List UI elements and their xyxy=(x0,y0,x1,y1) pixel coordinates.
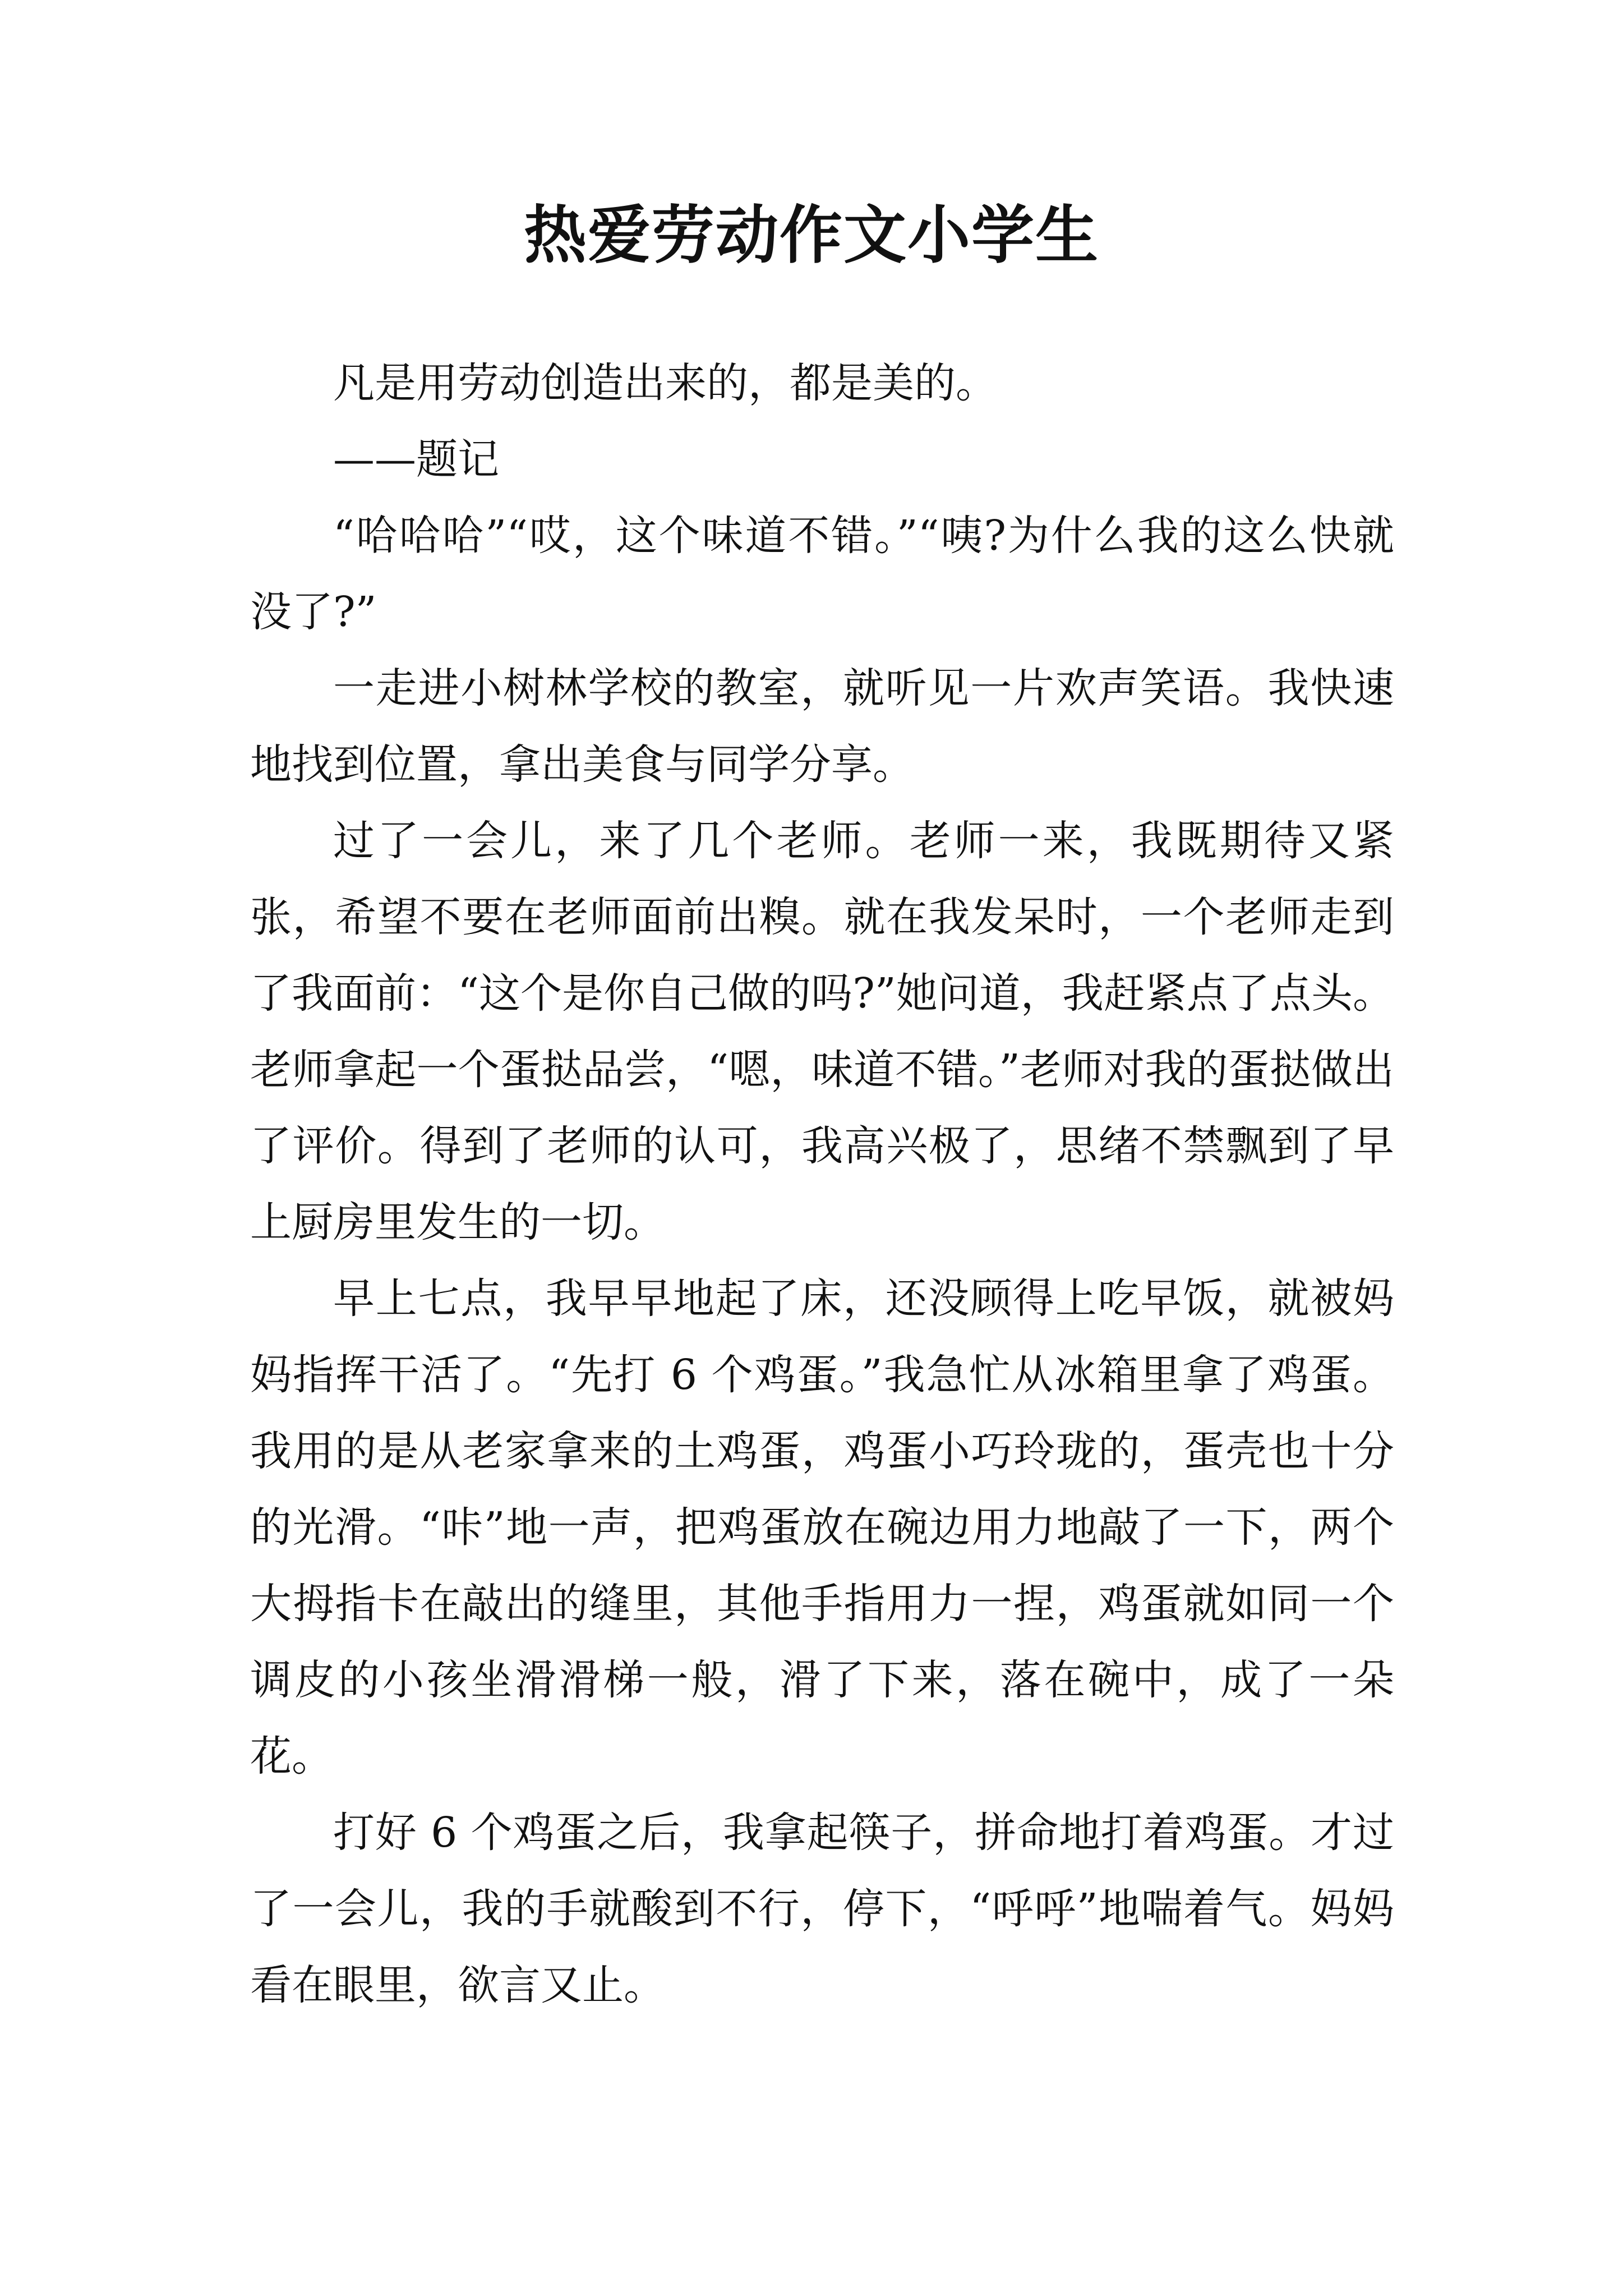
paragraph-dialogue: “哈哈哈”“哎，这个味道不错。”“咦?为什么我的这么快就没了?” xyxy=(250,512,1394,636)
paragraph-beating-eggs: 打好 6 个鸡蛋之后，我拿起筷子，拼命地打着鸡蛋。才过了一会儿，我的手就酸到不行，停下，“呼呼”地喘着气。妈妈看在眼里，欲言又止。 xyxy=(250,1809,1394,2009)
paragraph-epigraph-attribution: ——题记 xyxy=(333,435,499,484)
paragraph-teachers: 过了一会儿，来了几个老师。老师一来，我既期待又紧张，希望不要在老师面前出糗。就在我发呆时，一个老师走到了我面前：“这个是你自己做的吗?”她问道，我赶紧点了点头。老师拿起一个蛋挞品尝，“嗯，味道不错。”老师对我的蛋挞做出了评价。得到了老师的认可，我高兴极了，思绪不禁飘到了早上厨房里发生的一切。 xyxy=(250,817,1394,1246)
paragraph-epigraph: 凡是用劳动创造出来的，都是美的。 xyxy=(333,359,997,407)
document-title: 热爱劳动作文小学生 xyxy=(524,199,1099,272)
paragraph-classroom: 一走进小树林学校的教室，就听见一片欢声笑语。我快速地找到位置，拿出美食与同学分享。 xyxy=(250,664,1394,789)
paragraph-morning: 早上七点，我早早地起了床，还没顾得上吃早饭，就被妈妈指挥干活了。“先打 6 个鸡蛋。”我急忙从冰箱里拿了鸡蛋。我用的是从老家拿来的土鸡蛋，鸡蛋小巧玲珑的，蛋壳也十分的光滑。“咔”地一声，把鸡蛋放在碗边用力地敲了一下，两个大拇指卡在敲出的缝里，其他手指用力一捏，鸡蛋就如同一个调皮的小孩坐滑滑梯一般，滑了下来，落在碗中，成了一朵花。 xyxy=(250,1274,1394,1780)
document-body xyxy=(250,345,1394,2023)
